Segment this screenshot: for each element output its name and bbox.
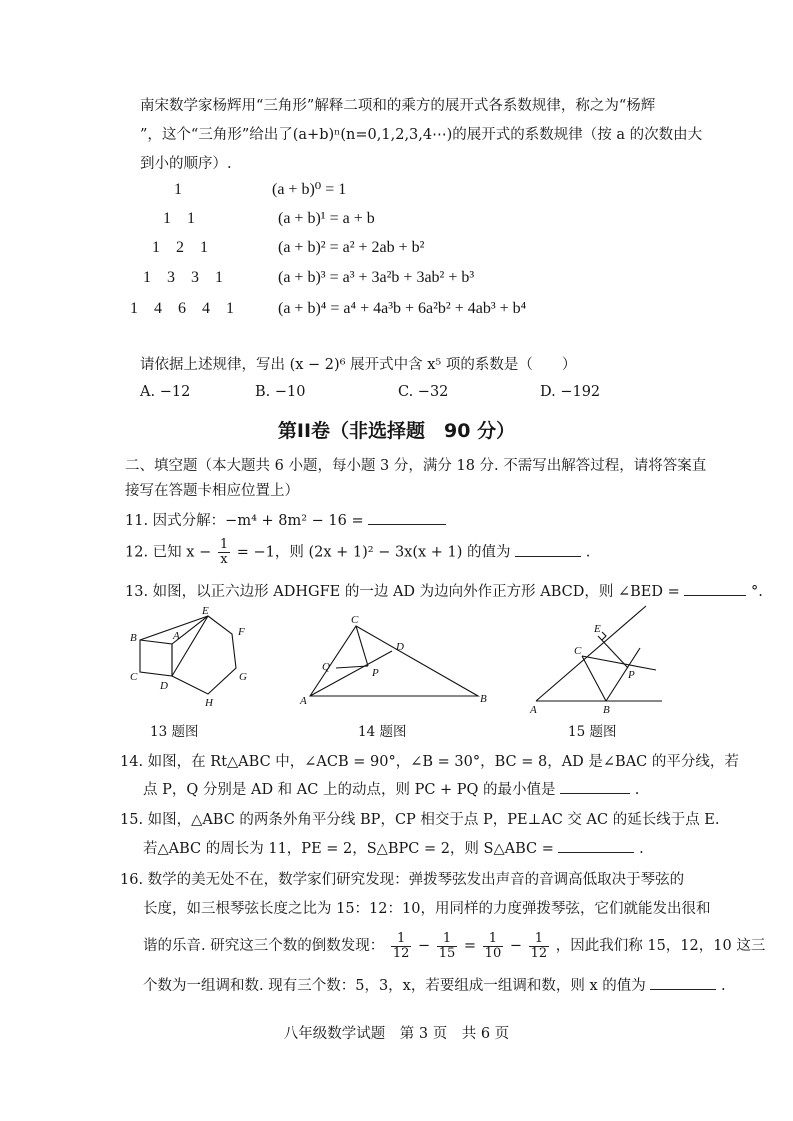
fraction-denominator: x (220, 552, 228, 567)
label-P: P (628, 669, 635, 681)
triangle-row-3: 1 3 3 1 (143, 269, 223, 286)
question-15-line2: 若△ABC 的周长为 11，PE = 2，S△BPC = 2，则 S△ABC = (143, 841, 554, 857)
segment-CB (582, 656, 606, 701)
question-14-line1: 14. 如图，在 Rt△ABC 中，∠ACB = 90°，∠B = 30°，BC = 8，AD 是∠BAC 的平分线，若 (120, 754, 739, 770)
question-12-end: . (585, 544, 591, 561)
fraction-numerator: 1 (391, 932, 412, 947)
answer-blank-13[interactable] (684, 581, 746, 596)
label-G: G (239, 671, 247, 683)
problem10-line2: ”，这个“三角形”给出了(a+b)ⁿ(n=0,1,2,3,4⋯)的展开式的系数规律（按 a 的次数由大 (140, 127, 703, 143)
page-footer: 八年级数学试题 第 3 页 共 6 页 (283, 1026, 510, 1042)
question-15 (143, 838, 644, 859)
figure-13-caption: 13 题图 (150, 724, 199, 740)
answer-blank-14[interactable] (560, 779, 630, 794)
label-H: H (205, 697, 213, 709)
section-title: 第II卷（非选择题 90 分） (277, 420, 516, 442)
fraction-numerator: 1 (219, 537, 229, 552)
label-C: C (351, 614, 359, 626)
fraction-1-12 (391, 932, 412, 961)
question-16-line3-prefix: 谐的乐音. 研究这三个数的倒数发现： (143, 938, 385, 954)
fraction-1-15 (437, 932, 458, 961)
segment-DE (172, 616, 208, 676)
question-13-end: °. (751, 584, 763, 600)
segment-EP (598, 636, 628, 668)
answer-blank-15[interactable] (558, 838, 634, 853)
label-C: C (130, 671, 138, 683)
minus-sign: − (417, 938, 431, 954)
label-P: P (372, 667, 379, 679)
label-A: A (300, 695, 307, 707)
question-14-end: . (634, 782, 640, 798)
question-12-prefix: 12. 已知 x − (125, 544, 212, 561)
fraction-denominator: 15 (438, 945, 456, 961)
line-AC-extended (536, 606, 646, 701)
section-intro-line1: 二、填空题（本大题共 6 小题，每小题 3 分，满分 18 分. 不需写出解答过程，请将答案直 (125, 458, 707, 474)
figure-13 (126, 602, 266, 710)
question-16-line1: 16. 数学的美无处不在，数学家们研究发现：弹拨琴弦发出声音的音调高低取决于琴弦的 (120, 872, 685, 888)
segment-AD (310, 651, 392, 696)
question-16 (143, 975, 726, 996)
option-b: B. −10 (255, 384, 306, 400)
expansion-1: (a + b)¹ = a + b (278, 210, 375, 227)
question-12 (125, 538, 590, 567)
line-BP (606, 648, 640, 701)
question-15-end: . (639, 841, 644, 857)
triangle-row-2: 1 2 1 (152, 239, 208, 256)
answer-blank-12[interactable] (515, 542, 581, 557)
figure-14-caption: 14 题图 (358, 724, 407, 740)
expansion-0: (a + b)⁰ = 1 (272, 181, 347, 198)
label-E: E (594, 623, 601, 635)
figure-15 (526, 596, 676, 716)
minus-sign: − (509, 938, 522, 954)
question-15-line1: 15. 如图，△ABC 的两条外角平分线 BP，CP 相交于点 P，PE⊥AC 交 AC 的延长线于点 E. (120, 812, 720, 828)
fraction-numerator: 1 (437, 932, 458, 947)
section-intro-line2: 接写在答题卡相应位置上） (125, 483, 299, 499)
triangle-row-1: 1 1 (163, 210, 195, 227)
option-a: A. −12 (140, 384, 191, 400)
fraction-denominator: 10 (484, 945, 502, 961)
label-A: A (173, 630, 180, 642)
expansion-2: (a + b)² = a² + 2ab + b² (278, 239, 425, 256)
question-12-suffix: = −1，则 (2x + 1)² − 3x(x + 1) 的值为 (236, 544, 511, 561)
fraction-1-12b (529, 932, 550, 961)
question-11 (125, 510, 446, 531)
question-14-line2: 点 P，Q 分别是 AD 和 AC 上的动点，则 PC + PQ 的最小值是 (143, 782, 556, 798)
question-14 (143, 779, 639, 800)
triangle-ABC (310, 626, 478, 696)
answer-blank-16[interactable] (650, 975, 716, 990)
option-d: D. −192 (540, 384, 601, 400)
label-D: D (160, 680, 168, 692)
label-E: E (202, 605, 209, 617)
problem10-line1: 南宋数学家杨辉用“三角形”解释二项和的乘方的展开式各系数规律，称之为“杨辉 (140, 98, 656, 114)
label-B: B (130, 632, 137, 644)
label-A: A (530, 704, 537, 716)
option-c: C. −32 (398, 384, 449, 400)
figure-14 (296, 608, 496, 708)
problem10-question: 请依据上述规律，写出 (x − 2)⁶ 展开式中含 x⁵ 项的系数是（ ） (140, 357, 577, 373)
triangle-row-0: 1 (174, 181, 182, 198)
triangle-row-4: 1 4 6 4 1 (130, 300, 234, 317)
fraction-denominator: 12 (392, 945, 410, 961)
question-12-fraction (218, 538, 230, 567)
label-D: D (396, 641, 404, 653)
fraction-denominator: 12 (530, 945, 548, 961)
label-C: C (574, 645, 582, 657)
figure-15-caption: 15 题图 (568, 724, 617, 740)
label-B: B (480, 693, 487, 705)
right-angle-mark (602, 632, 606, 640)
fraction-numerator: 1 (529, 932, 550, 947)
question-16-line3 (143, 928, 765, 964)
label-B: B (603, 704, 610, 716)
label-F: F (238, 626, 245, 638)
problem10-line3: 到小的顺序）. (140, 156, 232, 172)
equals-sign: = (463, 938, 477, 954)
question-16-line4: 个数为一组调和数. 现有三个数：5，3，x，若要组成一组调和数，则 x 的值为 (143, 978, 646, 994)
question-16-line2: 长度，如三根琴弦长度之比为 15：12：10，用同样的力度弹拨琴弦，它们就能发出很和 (143, 901, 711, 917)
fraction-1-10 (483, 932, 504, 961)
expansion-4: (a + b)⁴ = a⁴ + 4a³b + 6a²b² + 4ab³ + b⁴ (278, 300, 527, 317)
question-16-line3-suffix: ，因此我们称 15，12，10 这三 (555, 938, 766, 954)
fraction-numerator: 1 (483, 932, 504, 947)
question-11-text: 11. 因式分解：−m⁴ + 8m² − 16 = (125, 513, 364, 529)
hexagon-ADHGFE (172, 616, 236, 694)
square-ABCD (140, 640, 172, 676)
answer-blank-11[interactable] (368, 510, 446, 525)
question-13-text: 13. 如图，以正六边形 ADHGFE 的一边 AD 为边向外作正方形 ABCD，则 ∠BED = (125, 584, 680, 600)
expansion-3: (a + b)³ = a³ + 3a²b + 3ab² + b³ (278, 269, 475, 286)
label-Q: Q (322, 661, 330, 673)
question-16-end: . (720, 978, 726, 994)
